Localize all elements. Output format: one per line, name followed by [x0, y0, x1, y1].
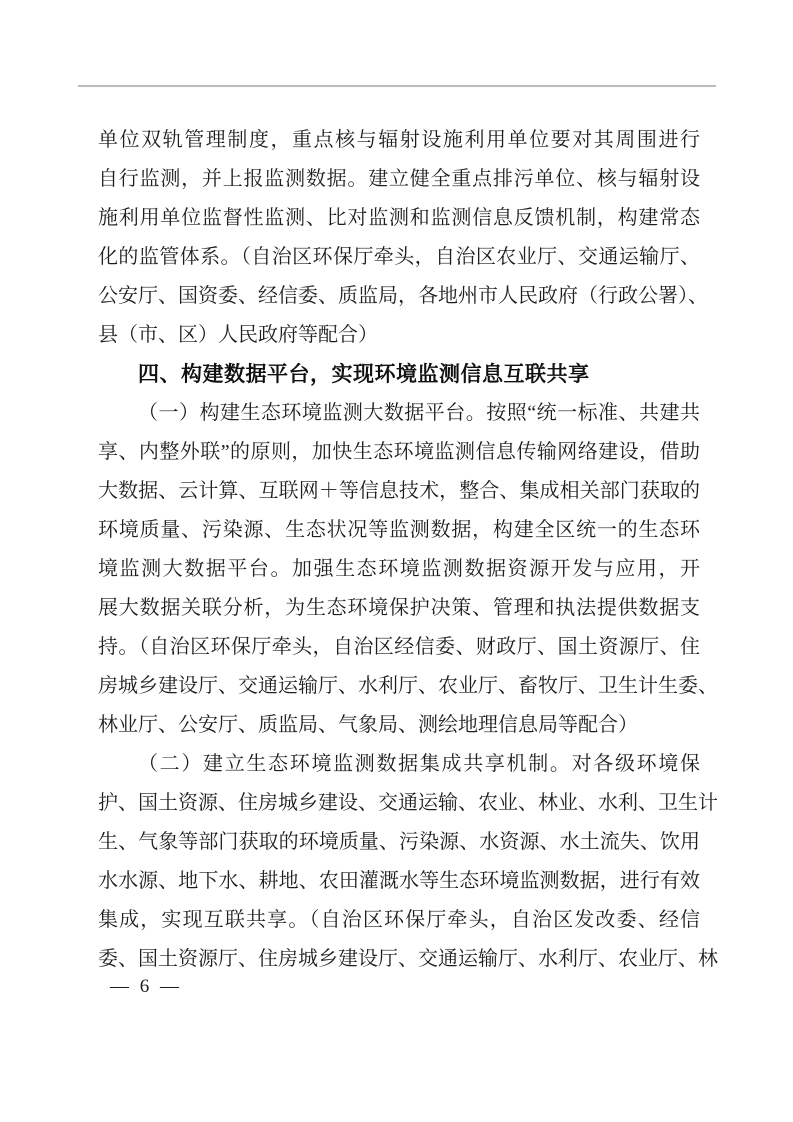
text-line: 房城乡建设厅、交通运输厅、水利厅、农业厅、畜牧厅、卫生计生委、 [98, 675, 718, 697]
text-line: 县（市、区）人民政府等配合） [98, 324, 378, 346]
text-line: 展大数据关联分析，为生态环境保护决策、管理和执法提供数据支 [98, 597, 700, 619]
header-rule [78, 85, 716, 87]
text-line: （一）构建生态环境监测大数据平台。按照“统一标准、共建共 [138, 402, 700, 424]
text-line: 环境质量、污染源、生态状况等监测数据，构建全区统一的生态环 [98, 519, 700, 541]
text-line: 单位双轨管理制度，重点核与辐射设施利用单位要对其周围进行 [98, 129, 700, 151]
text-line: 享、内整外联”的原则，加快生态环境监测信息传输网络建设，借助 [98, 441, 700, 463]
text-line: 境监测大数据平台。加强生态环境监测数据资源开发与应用，开 [98, 558, 700, 580]
text-line: 护、国土资源、住房城乡建设、交通运输、农业、林业、水利、卫生计 [98, 792, 718, 814]
paragraph-lead: （二）建立生态环境监测数据集成共享机制。 [138, 753, 572, 775]
text-line: 林业厅、公安厅、质监局、气象局、测绘地理信息局等配合） [98, 714, 638, 736]
text-line: 生、气象等部门获取的环境质量、污染源、水资源、水土流失、饮用 [98, 831, 700, 853]
text-line: 持。（自治区环保厅牵头，自治区经信委、财政厅、国土资源厅、住 [98, 636, 700, 658]
text-line: 公安厅、国资委、经信委、质监局，各地州市人民政府（行政公署）、 [98, 285, 708, 307]
section-heading: 四、构建数据平台，实现环境监测信息互联共享 [138, 363, 590, 386]
text-line: 集成，实现互联共享。（自治区环保厅牵头，自治区发改委、经信 [98, 909, 700, 931]
text-line: 委、国土资源厅、住房城乡建设厅、交通运输厅、水利厅、农业厅、林 [98, 948, 718, 970]
text-block [98, 121, 718, 979]
text-line: 大数据、云计算、互联网＋等信息技术，整合、集成相关部门获取的 [98, 480, 700, 502]
text-line: 化的监管体系。（自治区环保厅牵头，自治区农业厅、交通运输厅、 [98, 246, 700, 268]
page-number: — 6 — [110, 976, 182, 997]
text-line: 水水源、地下水、耕地、农田灌溉水等生态环境监测数据，进行有效 [98, 870, 700, 892]
text-line: 施利用单位监督性监测、比对监测和监测信息反馈机制，构建常态 [98, 207, 700, 229]
text-line: （二）建立生态环境监测数据集成共享机制。对各级环境保 [138, 753, 701, 775]
text-line: 自行监测，并上报监测数据。建立健全重点排污单位、核与辐射设 [98, 168, 700, 190]
paragraph-lead: （一）构建生态环境监测大数据平台。 [138, 402, 487, 424]
